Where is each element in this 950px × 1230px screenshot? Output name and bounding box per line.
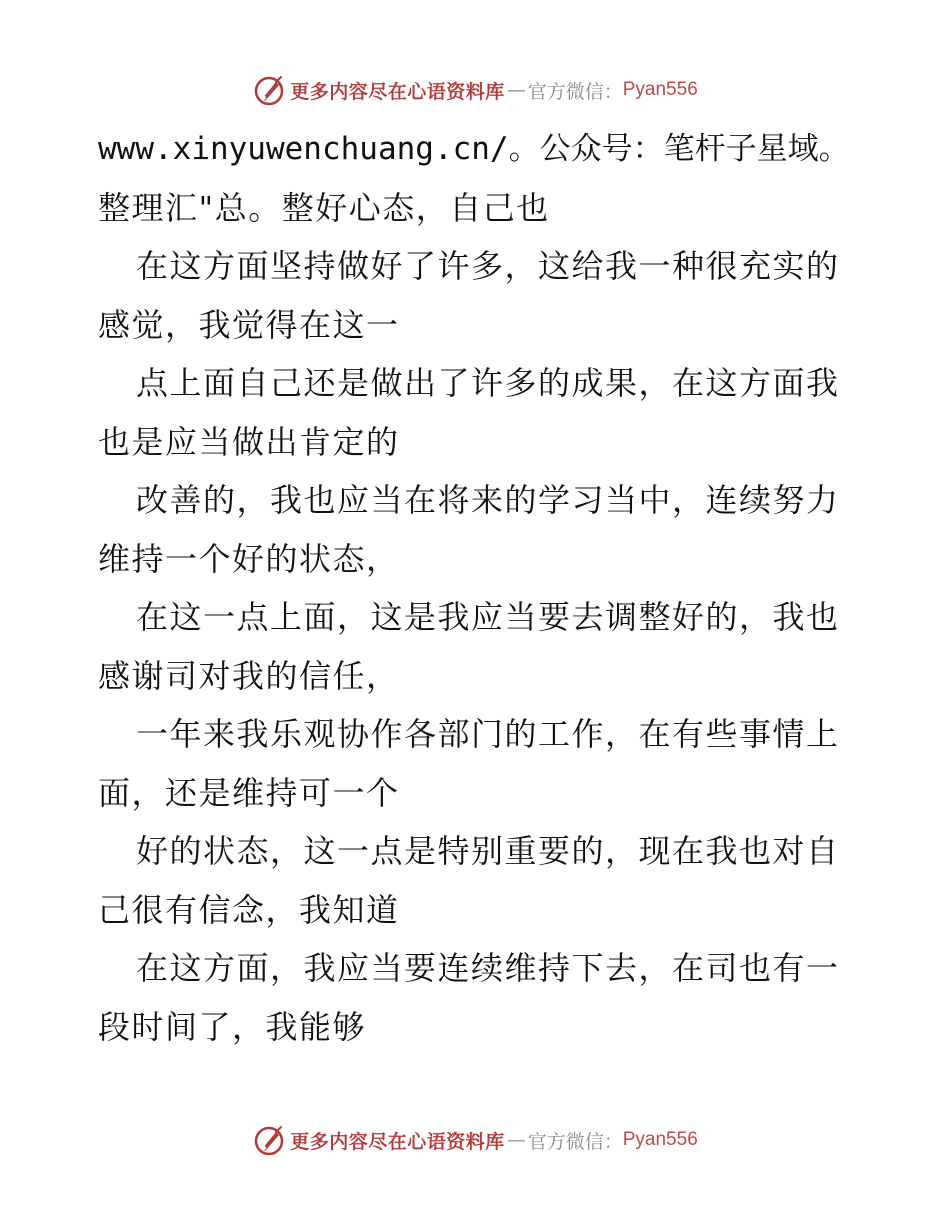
text-line: 段时间了，我能够 [98,1007,367,1046]
header-watermark [0,70,950,110]
text-line: 面，还是维持可一个 [98,773,400,812]
document-body [98,120,858,1056]
watermark-site-text: 更多内容尽在心语资料库 [290,1130,505,1153]
text-line: 感觉，我觉得在这一 [98,305,400,344]
text-line: 维持一个好的状态， [98,539,400,578]
text-line: 在这方面，我应当要连续维持下去，在司也有一 [136,949,840,987]
text-line: www.xinyuwenchuang.cn/。公众号：笔杆子星域。 [98,131,850,167]
watermark-wechat-id: Pyan556 [622,79,698,100]
text-line: 好的状态，这一点是特别重要的，现在我也对自 [136,832,840,870]
text-line: 在这一点上面，这是我应当要去调整好的，我也 [136,598,840,636]
footer-watermark [0,1120,950,1160]
text-line: 一年来我乐观协作各部门的工作，在有些事情上 [136,715,840,753]
watermark-separator: — [506,1129,526,1151]
watermark-site-text: 更多内容尽在心语资料库 [290,80,505,103]
quill-seal-icon [252,1123,286,1157]
watermark-wechat-label: 官方微信： [527,80,623,103]
text-line: 点上面自己还是做出了许多的成果，在这方面我 [136,364,840,402]
text-line: 整理汇"总。整好心态，自己也 [98,188,550,227]
watermark-wechat-id: Pyan556 [622,1129,698,1150]
watermark-wechat-label: 官方微信： [527,1130,623,1153]
text-line: 改善的，我也应当在将来的学习当中，连续努力 [136,481,840,519]
text-line: 己很有信念，我知道 [98,890,400,929]
quill-seal-icon [252,73,286,107]
text-line: 在这方面坚持做好了许多，这给我一种很充实的 [136,247,840,285]
text-line: 感谢司对我的信任， [98,656,400,695]
watermark-separator: — [506,79,526,101]
text-line: 也是应当做出肯定的 [98,422,400,461]
